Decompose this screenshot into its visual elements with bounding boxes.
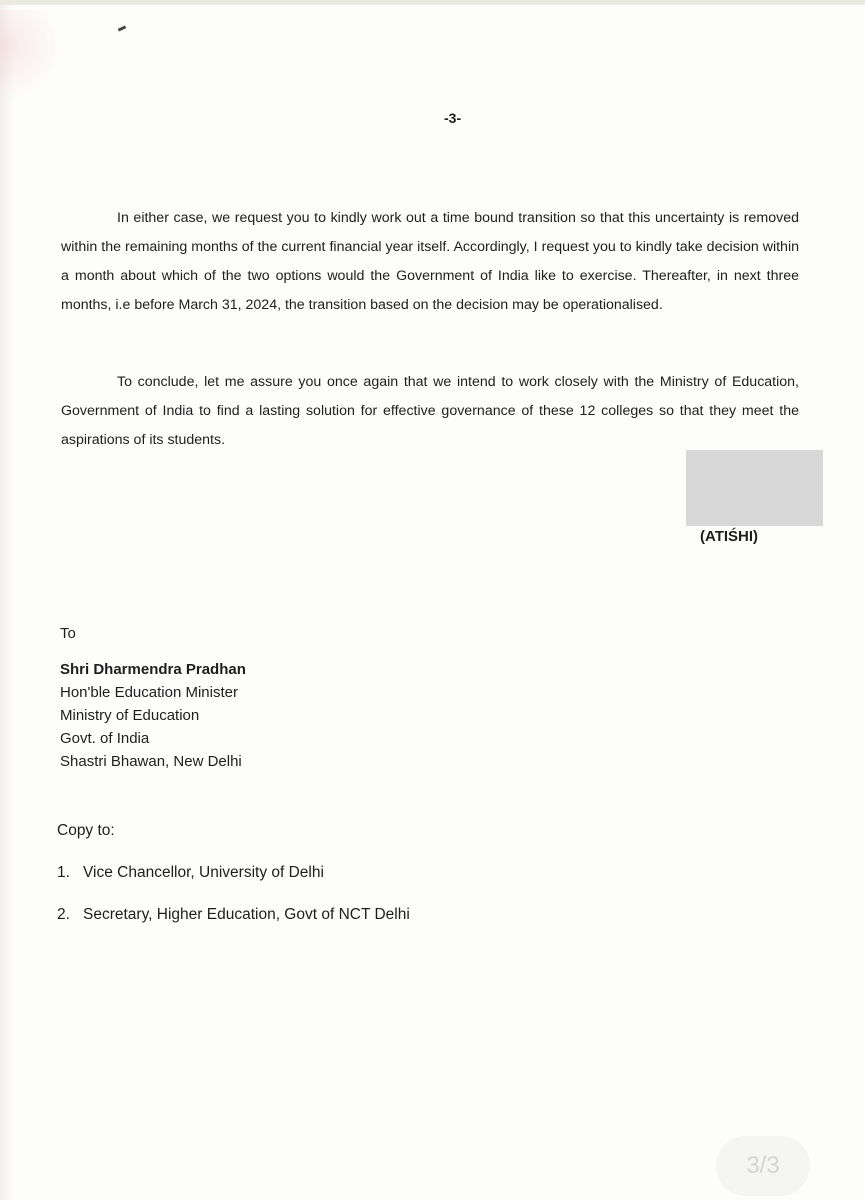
page-number: -3-	[444, 110, 462, 126]
ink-mark	[118, 25, 127, 31]
redacted-signature	[686, 450, 823, 526]
copy-item	[57, 864, 324, 882]
signatory-name: (ATIŚHI)	[700, 528, 759, 545]
paper-stain	[0, 10, 60, 100]
body-paragraph-2: To conclude, let me assure you once again that we intend to work closely with the Ministry of Education, Government of India to find a lasting solution for effective governance of these 12 colleges so that they meet the aspirations of its students.	[61, 374, 799, 448]
copy-item-text: Vice Chancellor, University of Delhi	[83, 864, 324, 881]
to-label: To	[60, 625, 76, 642]
body-paragraph-1: In either case, we request you to kindly work out a time bound transition so that this uncertainty is removed within the remaining months of the current financial year itself. Accordingly, I request you to kindly take decision within a month about which of the two options would the Government of India like to exercise. Thereafter, in next three months, i.e before March 31, 2024, the transition based on the decision may be operationalised.	[61, 210, 799, 313]
recipient-name: Shri Dharmendra Pradhan	[60, 661, 246, 678]
copy-item	[57, 906, 410, 924]
top-border	[0, 0, 865, 5]
recipient-address	[60, 658, 246, 773]
page-indicator: 3/3	[716, 1136, 810, 1196]
recipient-line: Govt. of India	[60, 730, 150, 747]
copy-to-label: Copy to:	[57, 822, 115, 839]
recipient-line: Ministry of Education	[60, 707, 200, 724]
page-shadow	[0, 0, 14, 1200]
copy-item-number: 1.	[57, 864, 70, 881]
copy-item-number: 2.	[57, 906, 70, 923]
recipient-line: Hon'ble Education Minister	[60, 684, 238, 701]
recipient-line: Shastri Bhawan, New Delhi	[60, 753, 242, 770]
copy-item-text: Secretary, Higher Education, Govt of NCT Delhi	[83, 906, 410, 923]
